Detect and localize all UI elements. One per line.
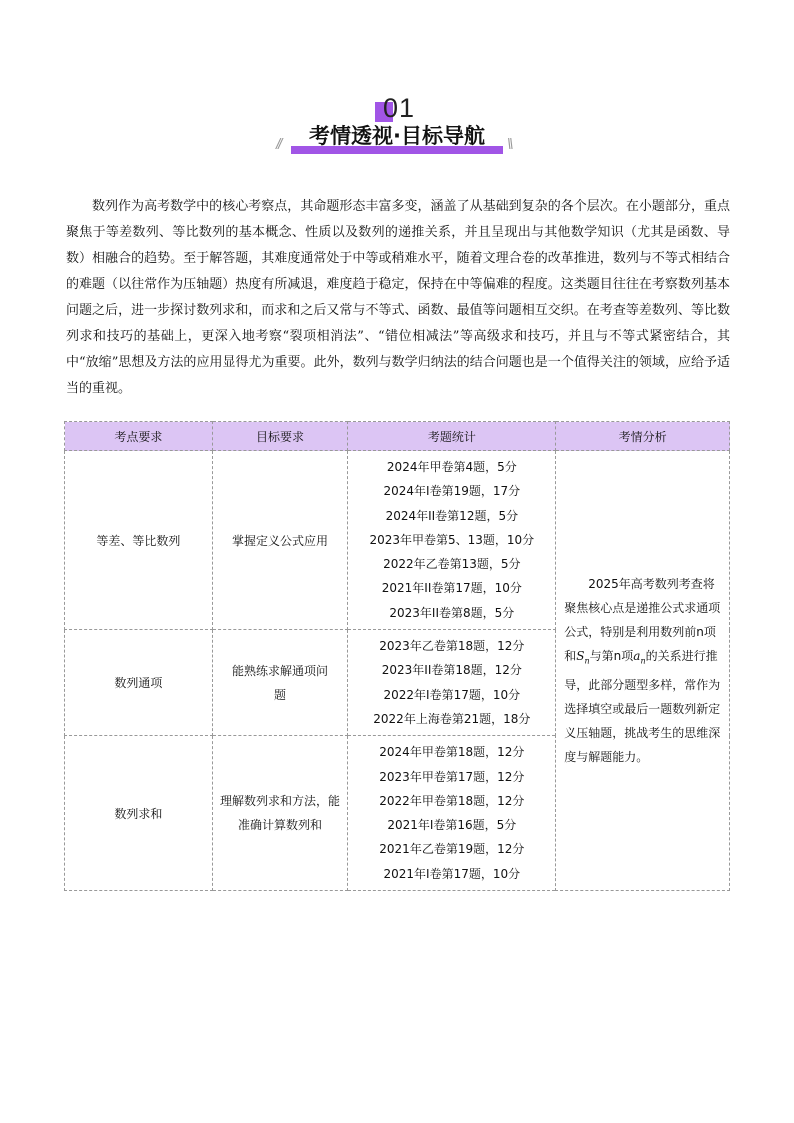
stat-item: 2023年甲卷第5、13题，10分 [369, 532, 535, 547]
stat-item: 2021年II卷第17题，10分 [381, 581, 522, 596]
table-header-row [65, 422, 730, 451]
stat-item: 2023年甲卷第17题，12分 [379, 769, 525, 784]
stat-item: 2021年I卷第16题，5分 [387, 818, 517, 833]
stat-item: 2022年甲卷第18题，12分 [379, 793, 525, 808]
stat-item: 2022年上海卷第21题，18分 [373, 711, 531, 726]
stat-item: 2022年I卷第17题，10分 [383, 687, 521, 702]
stat-item: 2024年甲卷第4题，5分 [386, 460, 517, 474]
header-topic: 考点要求 [65, 422, 213, 451]
section-title: 考情透视·目标导航 [309, 124, 485, 148]
stat-item: 2022年乙卷第13题，5分 [383, 557, 521, 572]
stats-cell [348, 451, 556, 630]
analysis-text: 2025年高考数列考查将聚焦核心点是递推公式求通项公式，特别是利用数列前n项和$S_n$与第n项$a_n$的关系进行推导，此部分题型多样，常作为选择填空或最后一题数列新定义压轴题，挑战考生的思维深度与解题能力。 [564, 576, 721, 765]
topic-cell: 数列通项 [65, 630, 213, 736]
goal-cell: 掌握定义公式应用 [212, 451, 348, 630]
exam-analysis-table [64, 421, 730, 891]
stat-item: 2023年乙卷第18题，12分 [379, 639, 525, 654]
analysis-cell [556, 451, 730, 891]
intro-paragraph: 数列作为高考数学中的核心考察点，其命题形态丰富多变，涵盖了从基础到复杂的各个层次。在小题部分，重点聚焦于等差数列、等比数列的基本概念、性质以及数列的递推关系，并且呈现出与其他数学知识（尤其是函数、导数）相融合的趋势。至于解答题，其难度通常处于中等或稍难水平，随着文理合卷的改革推进，数列与不等式相结合的难题（以往常作为压轴题）热度有所减退，难度趋于稳定，保持在中等偏难的程度。这类题目往往在考察数列基本问题之后，进一步探讨数列求和，而求和之后又常与不等式、函数、最值等问题相互交织。在考查等差数列、等比数列求和技巧的基础上，更深入地考察“裂项相消法”、“错位相减法”等高级求和技巧，并且与不等式紧密结合，其中“放缩”思想及方法的应用显得尤为重要。此外，数列与数学归纳法的结合问题也是一个值得关注的领域，应给予适当的重视。 [66, 199, 730, 396]
header-goal: 目标要求 [212, 422, 348, 451]
stat-item: 2024年I卷第19题，17分 [383, 484, 521, 499]
stat-item: 2023年II卷第18题，12分 [381, 663, 522, 678]
sn-symbol: $S_n$ [576, 648, 590, 666]
goal-cell: 能熟练求解通项问题 [212, 630, 348, 736]
table-row [65, 451, 730, 630]
stat-item: 2023年II卷第8题，5分 [389, 605, 515, 620]
title-deco-right: \\ [507, 136, 512, 153]
stat-item: 2024年II卷第12题，5分 [385, 508, 519, 523]
stat-item: 2024年甲卷第18题，12分 [379, 745, 525, 760]
title-deco-left: // [276, 136, 281, 153]
section-title-wrap [0, 123, 794, 149]
stat-item: 2021年I卷第17题，10分 [383, 866, 521, 881]
stats-cell [348, 630, 556, 736]
stat-item: 2021年乙卷第19题，12分 [379, 842, 525, 857]
topic-cell: 数列求和 [65, 736, 213, 891]
section-heading [0, 92, 794, 164]
header-analysis: 考情分析 [556, 422, 730, 451]
section-number: 01 [383, 93, 416, 123]
goal-cell: 理解数列求和方法，能准确计算数列和 [212, 736, 348, 891]
an-symbol: $a_n$ [633, 648, 646, 666]
topic-cell: 等差、等比数列 [65, 451, 213, 630]
header-stats: 考题统计 [348, 422, 556, 451]
stats-cell [348, 736, 556, 891]
